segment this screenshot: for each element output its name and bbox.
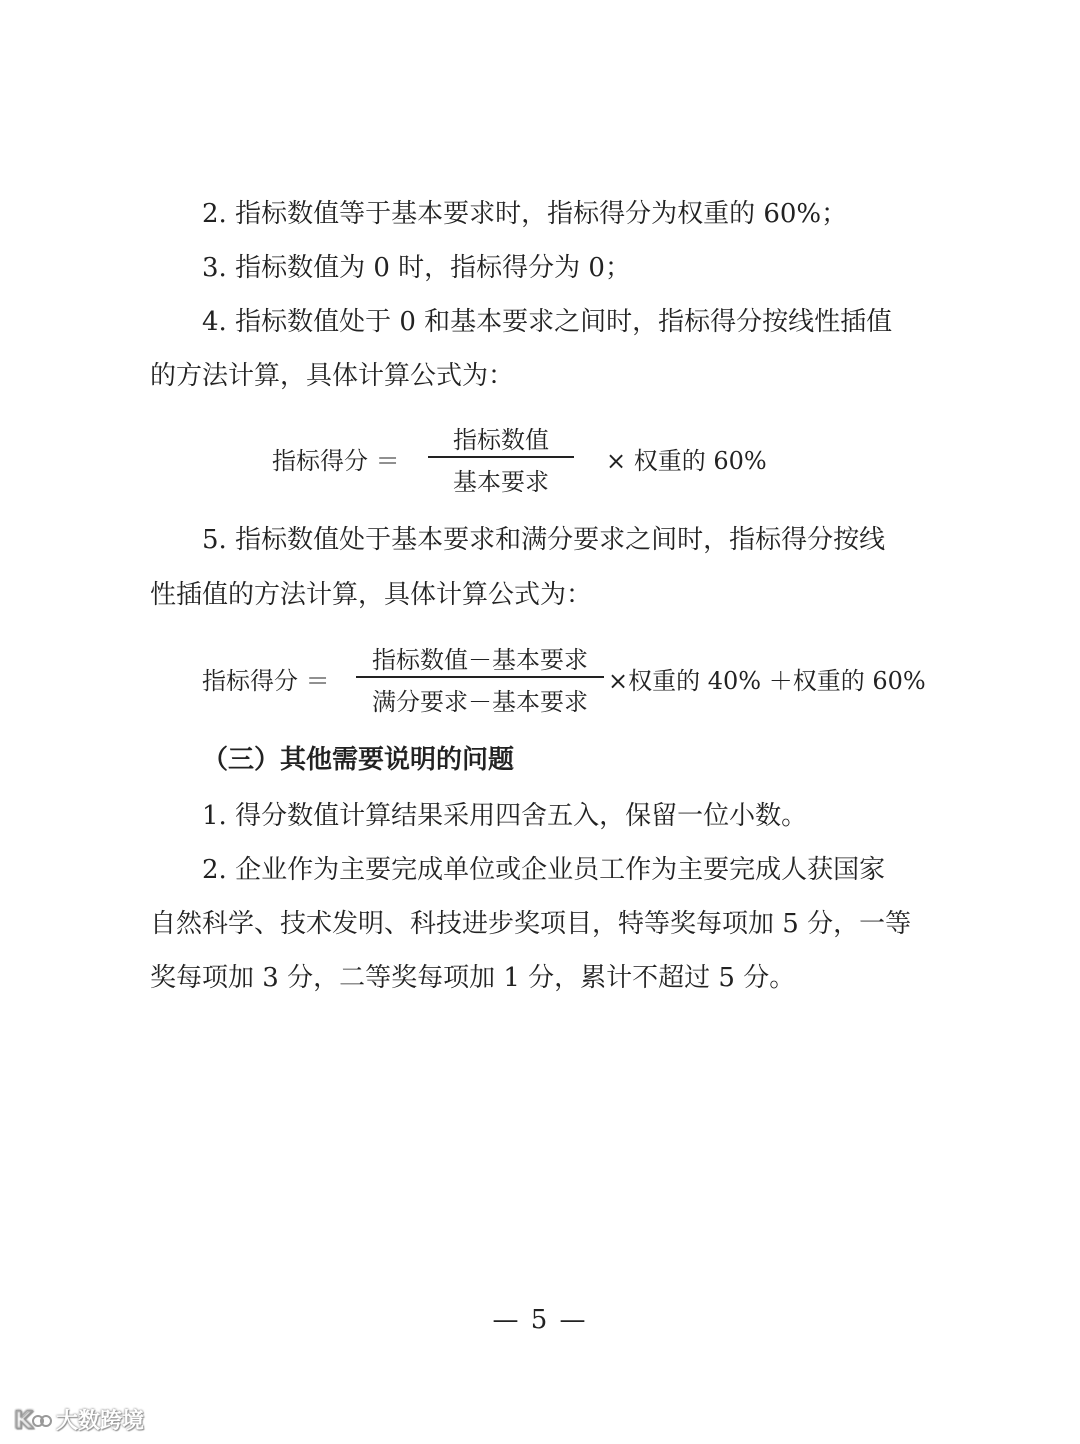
formula-1-denominator: 基本要求 bbox=[453, 468, 549, 496]
svg-text:K: K bbox=[14, 1406, 33, 1434]
item-2: 2. 指标数值等于基本要求时，指标得分为权重的 60%； bbox=[202, 199, 848, 229]
item-4-continued: 的方法计算，具体计算公式为： bbox=[150, 361, 515, 391]
formula-1-fraction-bar bbox=[428, 456, 574, 458]
formula-2-denominator: 满分要求－基本要求 bbox=[372, 688, 588, 716]
formula-2-lhs: 指标得分 ＝ bbox=[202, 667, 330, 695]
item-5-continued: 性插值的方法计算，具体计算公式为： bbox=[150, 580, 593, 610]
formula-2-numerator: 指标数值－基本要求 bbox=[372, 646, 588, 674]
page-number: — 5 — bbox=[492, 1305, 588, 1335]
item-5: 5. 指标数值处于基本要求和满分要求之间时，指标得分按线 bbox=[202, 525, 886, 555]
watermark-text: 大数跨境 bbox=[56, 1408, 145, 1434]
formula-1-numerator: 指标数值 bbox=[453, 426, 549, 454]
item-4: 4. 指标数值处于 0 和基本要求之间时，指标得分按线性插值 bbox=[202, 307, 893, 337]
note-1: 1. 得分数值计算结果采用四舍五入，保留一位小数。 bbox=[202, 801, 808, 831]
formula-1-lhs: 指标得分 ＝ bbox=[272, 447, 400, 475]
section-heading: （三）其他需要说明的问题 bbox=[202, 745, 515, 775]
note-2-continued: 自然科学、技术发明、科技进步奖项目，特等奖每项加 5 分，一等 bbox=[150, 909, 912, 939]
formula-2-fraction-bar bbox=[356, 676, 604, 678]
note-2: 2. 企业作为主要完成单位或企业员工作为主要完成人获国家 bbox=[202, 855, 886, 885]
watermark bbox=[14, 1402, 144, 1436]
note-2-end: 奖每项加 3 分，二等奖每项加 1 分，累计不超过 5 分。 bbox=[150, 963, 796, 993]
formula-1-rhs: × 权重的 60% bbox=[606, 447, 767, 475]
item-3: 3. 指标数值为 0 时，指标得分为 0； bbox=[202, 253, 631, 283]
formula-2-rhs: ×权重的 40% ＋权重的 60% bbox=[608, 667, 926, 695]
logo-icon bbox=[14, 1404, 52, 1434]
